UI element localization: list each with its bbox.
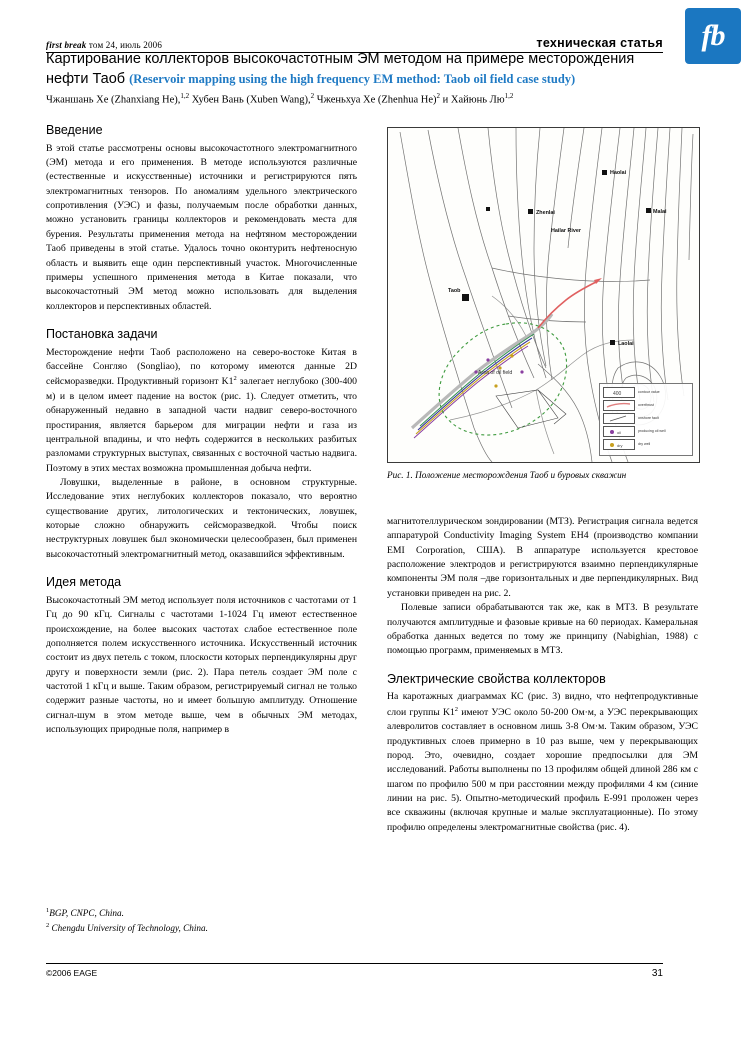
page-footer <box>46 968 663 979</box>
logo-text: fb <box>701 19 725 52</box>
heading-problem: Постановка задачи <box>46 326 158 341</box>
footnotes <box>46 906 357 936</box>
paragraph-method-idea: Высокочастотный ЭМ метод использует поля источников с частотами от 1 Гц до 90 кГц. Сигналы с частотами 1-1024 Гц имеют естественное происхождение, на более высоких частотах слабое естественное поле дополняется полем искусственного источника. Искусственный источник состоит из двух петель с током, плоскости которых перпендикулярны друг другу и поверхности земли (рис. 2). Пара петель создает ЭМ поле с частотой 1 кГц и выше. Таким образом, регистрируемый сигнал не только содержит разные частоты, но и имеет большую амплитуду. Отношение сигнал-шум в этом методе выше, чем в обычных ЭМ методах, использующих природные поля, например в <box>46 594 357 736</box>
legend-item <box>603 400 689 411</box>
legend-item <box>603 387 689 398</box>
page-number: 31 <box>651 968 663 979</box>
legend-swatch-dry-well <box>603 439 635 450</box>
figure-1 <box>387 127 698 482</box>
right-column <box>387 515 698 835</box>
map-legend <box>599 383 693 456</box>
label-malai: Malai <box>653 209 667 215</box>
legend-label-dry-well: dry well <box>638 441 651 446</box>
legend-swatch-fault <box>603 413 635 424</box>
paragraph-problem-2: Ловушки, выделенные в районе, в основном структурные. Исследование этих неглубоких коллекторов показало, что вероятно существование других, литологических и тектонических, ловушек, которые сложно обнаружить сейсморазведкой. Чтобы поиск неструктурных ловушек был экономически целесообразен, был применен высокочастотный электромагнитный метод, оказавшийся эффективным. <box>46 477 357 560</box>
legend-label-overthrust: overthrust <box>638 402 654 407</box>
left-column <box>46 123 357 737</box>
legend-label-contour: contour value <box>638 389 660 394</box>
article-title <box>46 50 663 89</box>
footer-divider <box>46 963 663 964</box>
legend-label-fault: onshore fault <box>638 415 659 420</box>
article-title-ru: Картирование коллекторов высокочастотным ЭМ методом на примере месторождения нефти Таоб <box>46 51 635 87</box>
paragraph-right-1: магнитотеллурическом зондировании (МТЗ). Регистрация сигнала ведется аппаратурой Conductivity Imaging System EH4 (производство компании EMI Corporation, США). В аппаратуре используется крестовое расположение электродов и регистрируются взаимно перпендикулярные компоненты ЭМ поля –две горизонтальных и две перпендикулярных. Вид установки приведен на рис. 2. <box>387 516 698 599</box>
svg-text:400: 400 <box>613 391 622 397</box>
svg-text:Area of oil field: Area of oil field <box>478 370 513 376</box>
label-laolai: Laolai <box>618 341 634 347</box>
heading-introduction: Введение <box>46 123 103 137</box>
author-list: Чжаншань Хе (Zhanxiang He),$^{1,2}$ Хубен Вань (Xuben Wang),$^2$ Чженьхуа Хе (Zhenhua He)$^2$ и Хайюнь Лю$^{1,2}$ <box>46 92 514 106</box>
label-taob: Taob <box>448 288 461 294</box>
heading-method-idea: Идея метода <box>46 575 122 590</box>
footnote-2: $^2$ Chengdu University of Technology, China. <box>46 921 208 933</box>
svg-text:oil: oil <box>617 430 622 435</box>
title-block <box>46 50 663 107</box>
legend-swatch-overthrust <box>603 400 635 411</box>
legend-item <box>603 439 689 450</box>
label-river: Hailar River <box>551 228 581 234</box>
paragraph-intro: В этой статье рассмотрены основы высокочастотного электромагнитного (ЭМ) метода и его применения. В методе используются различные (естественные и искусственные) источники и регистрируются пять электромагнитных тензоров. По аномалиям удельного электрического сопротивления (УЭС) и фазы, получаемым после обработки данных, можно установить границы коллекторов и рекомендовать места для бурения. Результаты применения метода на нефтяном месторождении Таоб приведены в этой статье. Удалось точно оконтурить нефтеносную область и выявить еще один перспективный участок. Многочисленные примеры успешного применения метода в Китае показали, что высокочастотный ЭМ метод можно использовать для выделения коллекторов и перспективных областей. <box>46 142 357 312</box>
paragraph-problem-1: Месторождение нефти Таоб расположено на северо-востоке Китая в бассейне Сонгляо (Songliao), по которому имеются данные 2D сейсморазведки. Продуктивный горизонт $K1^2$ залегает неглубоко (300-400 м) и в целом имеет падение на восток (рис. 1). Следует отметить, что обнаруженный недавно в западной части надвиг северо-восточного простирания, является барьером для миграции нефти и газа из центральной впадины, и что нефть содержится в нескольких разбитых разломами структурных выступах, связанных с восточной частью надвига. Поэтому в этих местах возможна промышленная добыча нефти. <box>46 346 357 474</box>
paragraph-properties: На каротажных диаграммах КС (рис. 3) видно, что нефтепродуктивные слои группы $K1^2$ имеют УЭС около 50-200 Ом·м, а УЭС перекрывающих алевролитов составляет в основном лишь 3-8 Ом·м. Таким образом, УЭС продуктивных слоев примерно в 10 раз выше, чем у перекрывающих пород. Это, очевидно, создает хорошие предпосылки для ЭМ исследований. Работы выполнены по 13 профилям общей длиной 286 км с шагом по профилю 500 м при расстоянии между профилями 4 км (синие линии на рис. 5). Опытно-методический профиль E-991 проложен через все скважины (включая крупные и малые эксплуатационные). По этому профилю определены электромагнитные свойства (рис. 4). <box>387 691 698 833</box>
section-label: техническая статья <box>536 36 663 50</box>
legend-item <box>603 426 689 437</box>
paragraph-right-2: Полевые записи обрабатываются так же, как в МТЗ. В результате получаются амплитудные и фазовые кривые на 60 периодах. Камеральная обработка данных ведется по тому же принципу (Nabighian, 1988) с помощью программ, применяемых в МТЗ. <box>387 602 698 657</box>
label-haolai: Haolai <box>610 170 627 176</box>
label-zhenlai: Zhenlai <box>536 210 555 216</box>
legend-label-oil-well: producing oil well <box>638 428 666 433</box>
journal-name: first break <box>46 40 87 50</box>
legend-swatch-contour <box>603 387 635 398</box>
running-head-left <box>46 40 162 50</box>
figure-1-map <box>387 127 700 463</box>
legend-item <box>603 413 689 424</box>
figure-1-caption: Рис. 1. Положение месторождения Таоб и буровых скважин <box>387 470 627 480</box>
issue-info: том 24, июль 2006 <box>86 40 163 50</box>
first-break-logo <box>685 8 741 64</box>
footnote-1: $^1$BGP, CNPC, China. <box>46 907 124 919</box>
copyright-text: ©2006 EAGE <box>46 968 98 978</box>
map-area-label <box>478 370 512 376</box>
article-title-en: (Reservoir mapping using the high frequency EM method: Taob oil field case study) <box>129 71 576 86</box>
heading-electrical-properties: Электрические свойства коллекторов <box>387 671 606 686</box>
svg-text:dry: dry <box>617 443 623 448</box>
legend-swatch-oil-well <box>603 426 635 437</box>
